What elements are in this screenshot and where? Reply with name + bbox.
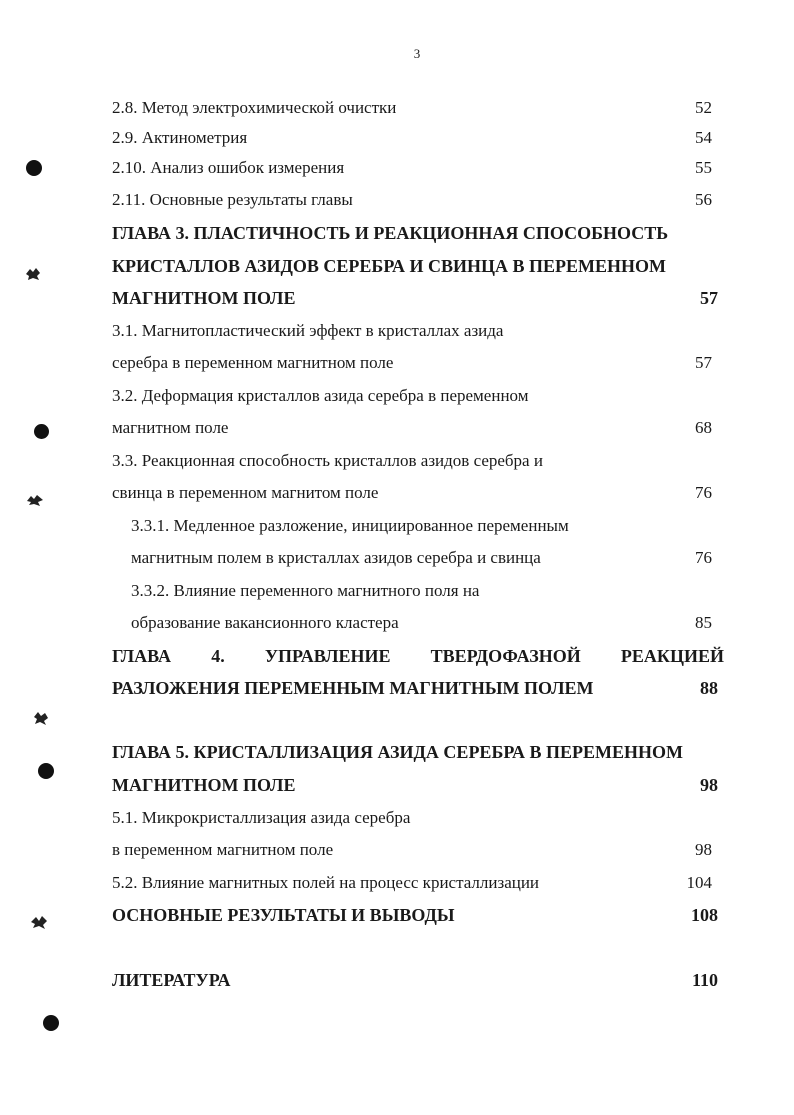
toc-entry-page: 108	[691, 905, 718, 925]
toc-entry-page: 52	[695, 98, 712, 117]
toc-entry-page: 57	[700, 288, 718, 308]
toc-entry-title: 5.2. Влияние магнитных полей на процесс кристаллизации	[112, 873, 540, 892]
toc-entry-page: 110	[691, 970, 718, 990]
binder-hole	[43, 1015, 59, 1031]
toc-entry-title: в переменном магнитном поле	[112, 840, 334, 859]
toc-entry-title: 3.3.1. Медленное разложение, инициированное переменным	[131, 516, 569, 535]
toc-entry-title: 3.2. Деформация кристаллов азида серебра в переменном	[112, 386, 529, 405]
binder-hole	[38, 763, 54, 779]
toc-entry-page: 55	[695, 158, 712, 177]
toc-entry-page: 85	[695, 613, 712, 632]
chapter-heading-line: МАГНИТНОМ ПОЛЕ	[112, 775, 296, 795]
chapter-heading-line: КРИСТАЛЛОВ АЗИДОВ СЕРЕБРА И СВИНЦА В ПЕРЕМЕННОМ	[112, 256, 667, 276]
toc-entry-page: 98	[695, 840, 712, 859]
toc-entry-title: образование вакансионного кластера	[131, 613, 399, 632]
heading-word: УПРАВЛЕНИЕ	[264, 646, 391, 666]
toc-entry-page: 76	[695, 483, 712, 502]
toc-entry-page: 76	[695, 548, 712, 567]
heading-word: РЕАКЦИЕЙ	[620, 646, 724, 666]
chapter-heading-line	[112, 645, 724, 667]
scan-smudge-icon	[24, 266, 42, 282]
toc-entry-title: свинца в переменном магнитом поле	[112, 483, 379, 502]
scan-smudge-icon	[26, 492, 44, 508]
heading-word: ГЛАВА	[112, 646, 172, 666]
page-number: 3	[413, 46, 421, 61]
toc-entry-title: 5.1. Микрокристаллизация азида серебра	[112, 808, 411, 827]
binder-hole	[34, 424, 49, 439]
toc-entry-page: 54	[695, 128, 712, 147]
toc-entry-title: 2.11. Основные результаты главы	[112, 190, 353, 209]
chapter-heading-line: ГЛАВА 5. КРИСТАЛЛИЗАЦИЯ АЗИДА СЕРЕБРА В ПЕРЕМЕННОМ	[112, 742, 684, 762]
toc-entry-title: 2.10. Анализ ошибок измерения	[112, 158, 345, 177]
scan-smudge-icon	[32, 710, 50, 726]
toc-entry-page: 56	[695, 190, 712, 209]
toc-entry-page: 88	[700, 678, 718, 698]
toc-entry-page: 57	[695, 353, 712, 372]
toc-entry-title: магнитном поле	[112, 418, 229, 437]
heading-word: 4.	[211, 646, 225, 666]
chapter-heading-line: РАЗЛОЖЕНИЯ ПЕРЕМЕННЫМ МАГНИТНЫМ ПОЛЕМ	[112, 678, 594, 698]
toc-entry-page: 98	[700, 775, 718, 795]
heading-word: ТВЕРДОФАЗНОЙ	[430, 646, 581, 666]
chapter-heading-line: ЛИТЕРАТУРА	[112, 970, 231, 990]
toc-entry-page: 104	[686, 873, 712, 892]
scan-smudge-icon	[30, 914, 48, 930]
toc-entry-title: серебра в переменном магнитном поле	[112, 353, 394, 372]
toc-entry-title: 2.8. Метод электрохимической очистки	[112, 98, 397, 117]
chapter-heading-line: МАГНИТНОМ ПОЛЕ	[112, 288, 296, 308]
chapter-heading-line: ОСНОВНЫЕ РЕЗУЛЬТАТЫ И ВЫВОДЫ	[112, 905, 455, 925]
toc-entry-title: 3.3.2. Влияние переменного магнитного поля на	[131, 581, 480, 600]
toc-entry-title: 3.3. Реакционная способность кристаллов азидов серебра и	[112, 451, 543, 470]
toc-entry-page: 68	[695, 418, 712, 437]
binder-hole	[26, 160, 42, 176]
chapter-heading-line: ГЛАВА 3. ПЛАСТИЧНОСТЬ И РЕАКЦИОННАЯ СПОСОБНОСТЬ	[112, 223, 669, 243]
toc-entry-title: магнитным полем в кристаллах азидов серебра и свинца	[131, 548, 541, 567]
toc-entry-title: 3.1. Магнитопластический эффект в кристаллах азида	[112, 321, 504, 340]
toc-entry-title: 2.9. Актинометрия	[112, 128, 248, 147]
